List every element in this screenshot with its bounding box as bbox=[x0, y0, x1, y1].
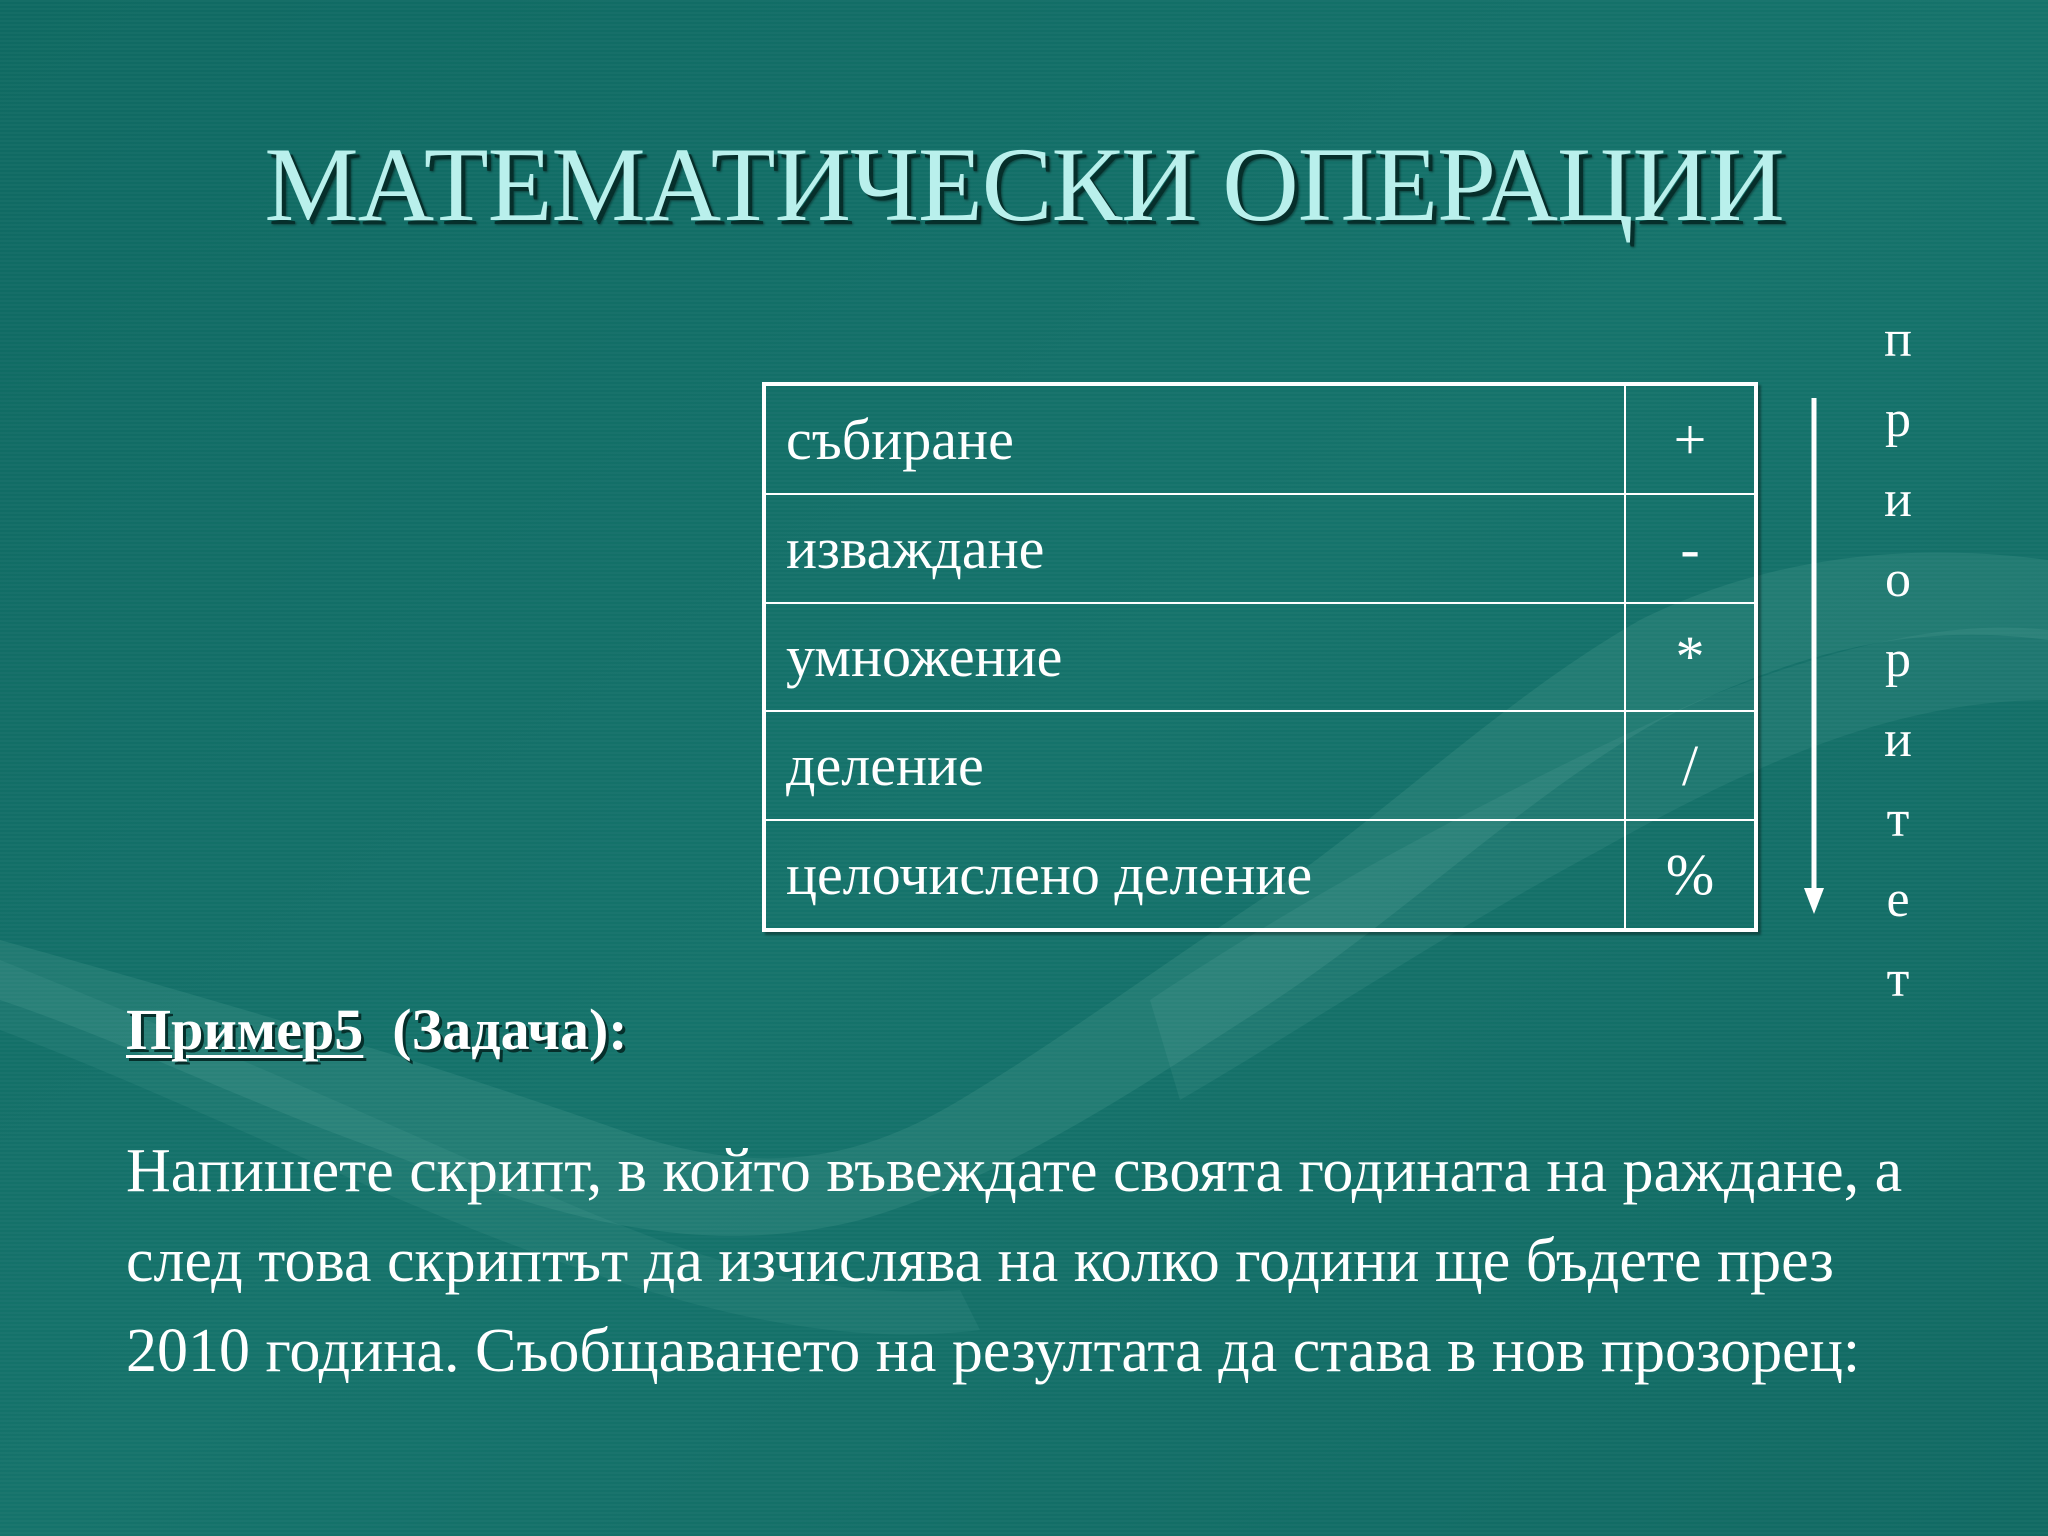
priority-letter: и bbox=[1884, 711, 1912, 768]
operation-name: умножение bbox=[764, 603, 1625, 712]
operation-symbol: / bbox=[1625, 711, 1756, 820]
operation-symbol: - bbox=[1625, 494, 1756, 603]
priority-letter: о bbox=[1885, 551, 1911, 608]
operation-symbol: % bbox=[1625, 820, 1756, 930]
slide-title: МАТЕМАТИЧЕСКИ ОПЕРАЦИИ bbox=[264, 126, 1784, 243]
operation-name: целочислено деление bbox=[764, 820, 1625, 930]
operation-name: събиране bbox=[764, 384, 1625, 494]
example-heading bbox=[126, 990, 628, 1070]
operations-table bbox=[762, 382, 1758, 932]
operation-symbol: + bbox=[1625, 384, 1756, 494]
table-row bbox=[764, 603, 1756, 712]
priority-letter: е bbox=[1886, 871, 1910, 928]
table-row bbox=[764, 711, 1756, 820]
table-row bbox=[764, 820, 1756, 930]
priority-letter: т bbox=[1886, 791, 1910, 848]
example-label: Пример5 bbox=[126, 997, 364, 1062]
priority-letter: р bbox=[1885, 631, 1911, 688]
operation-name: изваждане bbox=[764, 494, 1625, 603]
table-row bbox=[764, 494, 1756, 603]
down-arrow-icon bbox=[1800, 398, 1828, 914]
priority-label bbox=[1878, 300, 1918, 1020]
operation-name: деление bbox=[764, 711, 1625, 820]
priority-letter: п bbox=[1884, 311, 1912, 368]
table-row bbox=[764, 384, 1756, 494]
example-suffix: (Задача): bbox=[392, 997, 628, 1062]
priority-letter: р bbox=[1885, 391, 1911, 448]
priority-letter: т bbox=[1886, 951, 1910, 1008]
priority-letter: и bbox=[1884, 471, 1912, 528]
operation-symbol: * bbox=[1625, 603, 1756, 712]
task-description: Напишете скрипт, в който въвеждате своята годината на раждане, а след това скриптът да изчислява на колко години ще бъдете през 2010 година. Съобщаването на резултата да става в нов прозорец: bbox=[126, 1137, 1903, 1385]
